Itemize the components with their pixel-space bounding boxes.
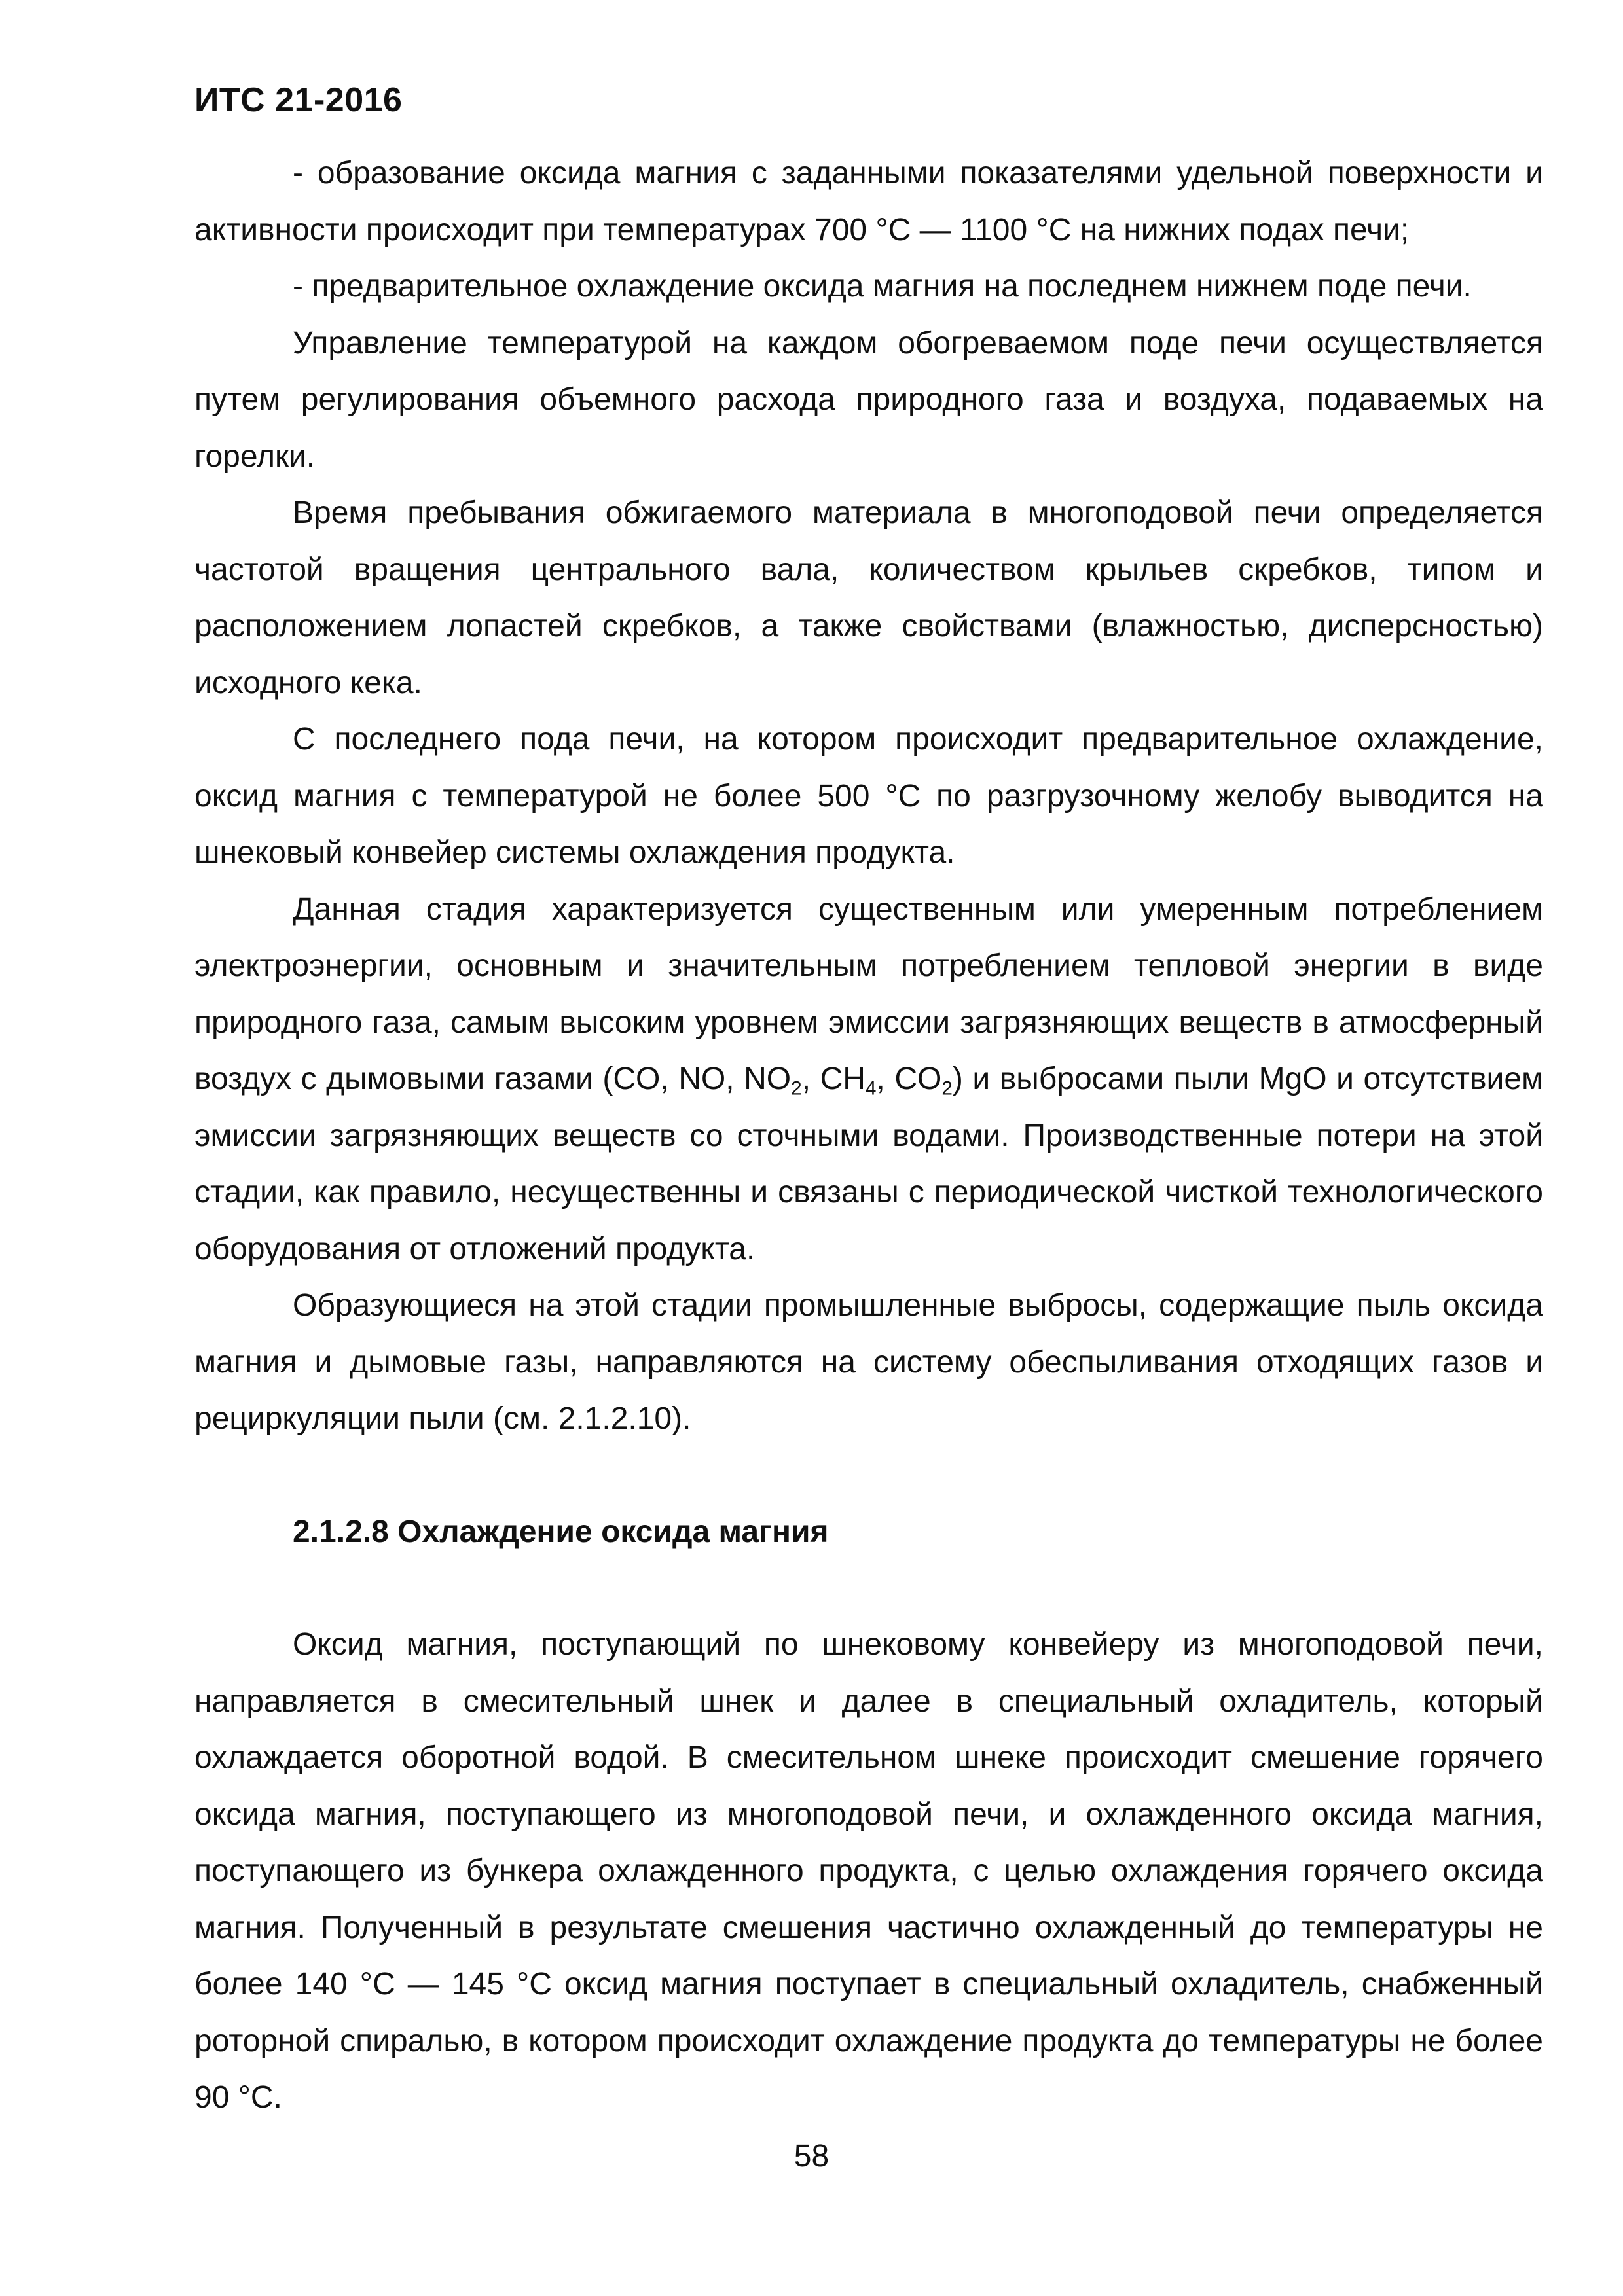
paragraph-last-hearth: С последнего пода печи, на котором происходит предварительное охлаждение, оксид магния с температурой не более 500 °С по разгрузочному желобу выводится на шнековый конвейер системы охлаждения продукта. <box>194 722 1543 870</box>
document-body <box>194 145 1543 2126</box>
stage-text-part-3: , CO <box>876 1062 942 1096</box>
paragraph-industrial-emissions: Образующиеся на этой стадии промышленные выбросы, содержащие пыль оксида магния и дымовые газы, направляются на систему обеспыливания отходящих газов и рециркуляции пыли (см. 2.1.2.10). <box>194 1288 1543 1436</box>
section-heading: 2.1.2.8 Охлаждение оксида магния <box>293 1514 829 1549</box>
paragraph-residence-time: Время пребывания обжигаемого материала в многоподовой печи определяется частотой вращения центрального вала, количеством крыльев скребков, типом и расположением лопастей скребков, а также свойствами (влажностью, дисперсностью) исходного кека. <box>194 495 1543 700</box>
stage-text-part-2: , CH <box>801 1062 866 1096</box>
subscript-co2: 2 <box>941 1077 953 1100</box>
stage-text-part-4: ) и выбросами пыли MgO и отсутствием эмиссии загрязняющих веществ со сточными водами. Производственные потери на этой стадии, как правило, несущественны и связаны с периодической чисткой технологического оборудования от отложений продукта. <box>194 1062 1544 1266</box>
paragraph-preliminary-cooling: - предварительное охлаждение оксида магния на последнем нижнем поде печи. <box>293 269 1472 304</box>
paragraph-stage-characteristics <box>194 882 1543 1278</box>
subscript-ch4: 4 <box>865 1077 877 1100</box>
paragraph-magnesium-oxide-cooling: Оксид магния, поступающий по шнековому конвейеру из многоподовой печи, направляется в смесительный шнек и далее в специальный охладитель, который охлаждается оборотной водой. В смесительном шнеке происходит смешение горячего оксида магния, поступающего из многоподовой печи, и охлажденного оксида магния, поступающего из бункера охлажденного продукта, с целью охлаждения горячего оксида магния. Полученный в результате смешения частично охлажденный до температуры не более 140 °С — 145 °С оксид магния поступает в специальный охладитель, снабженный роторной спиралью, в котором происходит охлаждение продукта до температуры не более 90 °С. <box>194 1627 1543 2115</box>
stage-text-part-1: Данная стадия характеризуется существенным или умеренным потреблением электроэнергии, основным и значительным потреблением тепловой энергии в виде природного газа, самым высоким уровнем эмиссии загрязняющих веществ в атмосферный воздух с дымовыми газами (CO, NO, NO <box>194 891 1543 1096</box>
subscript-no2: 2 <box>791 1077 802 1100</box>
page-number: 58 <box>793 2139 830 2174</box>
document-code-header: ИТС 21-2016 <box>194 81 403 119</box>
paragraph-temperature-control: Управление температурой на каждом обогреваемом поде печи осуществляется путем регулирования объемного расхода природного газа и воздуха, подаваемых на горелки. <box>194 325 1543 474</box>
paragraph-magnesium-oxide-formation: - образование оксида магния с заданными показателями удельной поверхности и активности происходит при температурах 700 °С — 1100 °С на нижних подах печи; <box>194 156 1543 247</box>
